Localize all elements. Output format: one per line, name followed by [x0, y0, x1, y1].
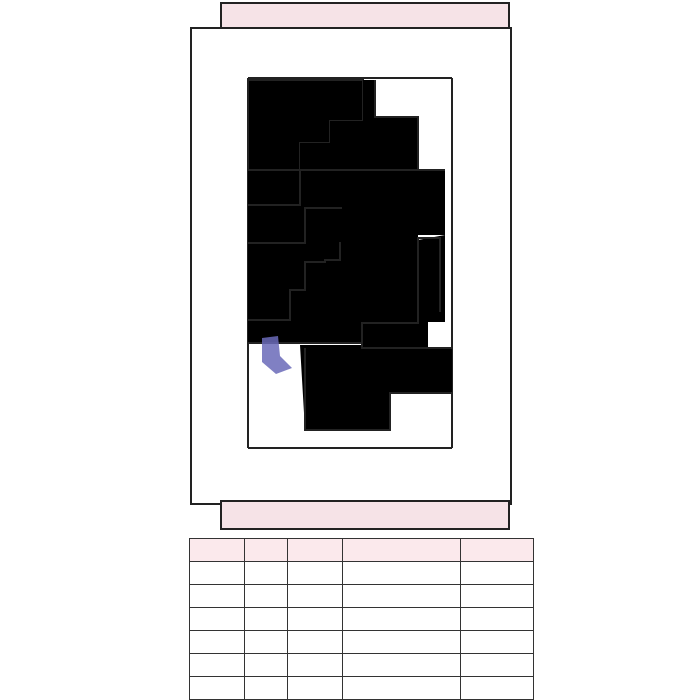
table-row	[190, 585, 534, 608]
cell-e	[245, 562, 288, 585]
cell-rus	[343, 608, 461, 631]
height-ft-banner	[220, 500, 510, 530]
cell-rus	[343, 654, 461, 677]
cell-gb	[461, 585, 534, 608]
cell-gb	[461, 677, 534, 700]
cell-d	[288, 608, 343, 631]
cell-d	[288, 562, 343, 585]
cell-if	[190, 631, 245, 654]
col-header-d	[288, 539, 343, 562]
cell-gb	[461, 608, 534, 631]
cell-rus	[343, 585, 461, 608]
cell-d	[288, 631, 343, 654]
cell-d	[288, 585, 343, 608]
cell-if	[190, 608, 245, 631]
cell-d	[288, 677, 343, 700]
cell-if	[190, 585, 245, 608]
table-row	[190, 677, 534, 700]
table-header-row	[190, 539, 534, 562]
size-conversion-table	[189, 538, 534, 700]
cell-if	[190, 654, 245, 677]
cell-d	[288, 654, 343, 677]
cell-gb	[461, 562, 534, 585]
col-header-rus	[343, 539, 461, 562]
cell-rus	[343, 677, 461, 700]
cell-rus	[343, 562, 461, 585]
cell-e	[245, 585, 288, 608]
table-row	[190, 562, 534, 585]
col-header-e	[245, 539, 288, 562]
cell-gb	[461, 631, 534, 654]
cell-e	[245, 631, 288, 654]
col-header-if	[190, 539, 245, 562]
col-header-gb	[461, 539, 534, 562]
cell-gb	[461, 654, 534, 677]
cell-if	[190, 677, 245, 700]
table-row	[190, 608, 534, 631]
cell-e	[245, 654, 288, 677]
cell-rus	[343, 631, 461, 654]
table-row	[190, 631, 534, 654]
table-row	[190, 654, 534, 677]
cell-e	[245, 608, 288, 631]
cell-if	[190, 562, 245, 585]
cell-e	[245, 677, 288, 700]
